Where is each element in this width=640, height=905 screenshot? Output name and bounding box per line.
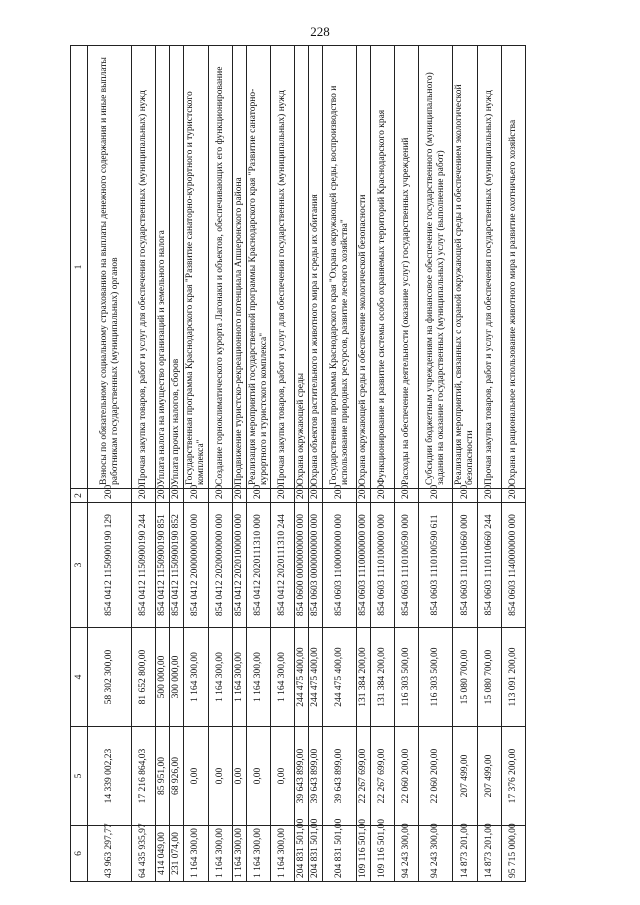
- budget-table: [70, 45, 526, 882]
- remaining-cell: 109 116 501,00: [357, 826, 371, 882]
- rotated-page: [70, 46, 625, 882]
- budget-code-cell: 854 0412 2020111310 000: [246, 503, 271, 628]
- remaining-cell: 1 164 300,00: [271, 826, 295, 882]
- table-row: [232, 46, 246, 882]
- remaining-cell: 1 164 300,00: [246, 826, 271, 882]
- budget-code-cell: 854 0603 1140000000 000: [502, 503, 526, 628]
- budget-code-cell: 854 0603 1110100590 000: [395, 503, 419, 628]
- executed-cell: 85 951,00: [156, 727, 170, 826]
- indicator-name-cell: Государственная программа Краснодарского края "Охрана окружающей среды, воспроизводство и использование природных ресурсов, развитие лесного хозяйства": [323, 46, 357, 489]
- remaining-cell: 204 831 501,00: [323, 826, 357, 882]
- admin-code-cell: 200: [88, 489, 132, 503]
- indicator-name-cell: Функционирование и развитие системы особо охраняемых территорий Краснодарского края: [371, 46, 395, 489]
- admin-code-cell: 200: [156, 489, 170, 503]
- remaining-cell: 14 873 201,00: [478, 826, 502, 882]
- indicator-name-cell: Государственная программа Краснодарского края "Развитие санаторно-курортного и туристского комплекса": [183, 46, 208, 489]
- indicator-name-cell: Уплата прочих налогов, сборов: [169, 46, 183, 489]
- approved-cell: 113 091 200,00: [502, 628, 526, 727]
- budget-code-cell: 854 0412 2020100000 000: [232, 503, 246, 628]
- budget-code-cell: 854 0412 1150900190 129: [88, 503, 132, 628]
- admin-code-cell: 200: [357, 489, 371, 503]
- executed-cell: 17 216 864,03: [132, 727, 156, 826]
- approved-cell: 15 080 700,00: [478, 628, 502, 727]
- executed-cell: 22 060 200,00: [395, 727, 419, 826]
- approved-cell: 1 164 300,00: [246, 628, 271, 727]
- header-cell: 2: [71, 489, 88, 503]
- indicator-name-cell: Уплата налога на имущество организаций и земельного налога: [156, 46, 170, 489]
- admin-code-cell: 200: [169, 489, 183, 503]
- approved-cell: 1 164 300,00: [208, 628, 232, 727]
- approved-cell: 300 000,00: [169, 628, 183, 727]
- approved-cell: 15 080 700,00: [453, 628, 478, 727]
- approved-cell: 81 652 800,00: [132, 628, 156, 727]
- table-row: [419, 46, 453, 882]
- budget-code-cell: 854 0603 1110110660 000: [453, 503, 478, 628]
- budget-code-cell: 854 0603 1110100590 611: [419, 503, 453, 628]
- table-row: [357, 46, 371, 882]
- remaining-cell: 1 164 300,00: [183, 826, 208, 882]
- remaining-cell: 109 116 501,00: [371, 826, 395, 882]
- budget-code-cell: 854 0603 1110110660 244: [478, 503, 502, 628]
- indicator-name-cell: Расходы на обеспечение деятельности (оказание услуг) государственных учреждений: [395, 46, 419, 489]
- admin-code-cell: 200: [295, 489, 309, 503]
- table-row: [502, 46, 526, 882]
- indicator-name-cell: Охрана объектов растительного и животного мира и среды их обитания: [309, 46, 323, 489]
- table-row: [169, 46, 183, 882]
- executed-cell: 0,00: [183, 727, 208, 826]
- indicator-name-cell: Реализация мероприятий, связанных с охраной окружающей среды и обеспечением экологической безопасности: [453, 46, 478, 489]
- table-row: [183, 46, 208, 882]
- remaining-cell: 414 049,00: [156, 826, 170, 882]
- indicator-name-cell: Создание горноклиматического курорта Лагонаки и объектов, обеспечивающих его функционирование: [208, 46, 232, 489]
- admin-code-cell: 200: [271, 489, 295, 503]
- budget-code-cell: 854 0412 1150900190 851: [156, 503, 170, 628]
- budget-code-cell: 854 0603 0000000000 000: [309, 503, 323, 628]
- executed-cell: 207 499,00: [453, 727, 478, 826]
- executed-cell: 22 267 699,00: [371, 727, 395, 826]
- indicator-name-cell: Прочая закупка товаров, работ и услуг для обеспечения государственных (муниципальных) нужд: [478, 46, 502, 489]
- indicator-name-cell: Прочая закупка товаров, работ и услуг для обеспечения государственных (муниципальных) нужд: [271, 46, 295, 489]
- indicator-name-cell: Охрана окружающей среды и обеспечение экологической безопасности: [357, 46, 371, 489]
- approved-cell: 244 475 400,00: [323, 628, 357, 727]
- admin-code-cell: 200: [132, 489, 156, 503]
- header-cell: 3: [71, 503, 88, 628]
- remaining-cell: 94 243 300,00: [419, 826, 453, 882]
- remaining-cell: 1 164 300,00: [232, 826, 246, 882]
- remaining-cell: 204 831 501,00: [295, 826, 309, 882]
- remaining-cell: 14 873 201,00: [453, 826, 478, 882]
- table-row: [88, 46, 132, 882]
- table-row: [271, 46, 295, 882]
- budget-code-cell: 854 0412 2020000000 000: [208, 503, 232, 628]
- executed-cell: 0,00: [232, 727, 246, 826]
- approved-cell: 1 164 300,00: [232, 628, 246, 727]
- approved-cell: 1 164 300,00: [271, 628, 295, 727]
- table-row: [156, 46, 170, 882]
- header-cell: 4: [71, 628, 88, 727]
- admin-code-cell: 200: [309, 489, 323, 503]
- approved-cell: 116 303 500,00: [419, 628, 453, 727]
- remaining-cell: 94 243 300,00: [395, 826, 419, 882]
- budget-code-cell: 854 0412 2020111310 244: [271, 503, 295, 628]
- executed-cell: 207 499,00: [478, 727, 502, 826]
- approved-cell: 244 475 400,00: [295, 628, 309, 727]
- admin-code-cell: 200: [371, 489, 395, 503]
- executed-cell: 0,00: [208, 727, 232, 826]
- table-row: [395, 46, 419, 882]
- indicator-name-cell: Субсидии бюджетным учреждениям на финансовое обеспечение государственного (муниципального) задания на оказание государственных (муниципальных) услуг (выполнение работ): [419, 46, 453, 489]
- approved-cell: 131 384 200,00: [371, 628, 395, 727]
- executed-cell: 22 267 699,00: [357, 727, 371, 826]
- approved-cell: 500 000,00: [156, 628, 170, 727]
- header-cell: 5: [71, 727, 88, 826]
- header-cell: 6: [71, 826, 88, 882]
- approved-cell: 58 302 300,00: [88, 628, 132, 727]
- remaining-cell: 231 074,00: [169, 826, 183, 882]
- remaining-cell: 64 435 935,97: [132, 826, 156, 882]
- indicator-name-cell: Охрана и рациональное использование животного мира и развитие охотничьего хозяйства: [502, 46, 526, 489]
- table-row: [309, 46, 323, 882]
- executed-cell: 22 060 200,00: [419, 727, 453, 826]
- admin-code-cell: 200: [395, 489, 419, 503]
- table-row: [208, 46, 232, 882]
- table-row: [132, 46, 156, 882]
- executed-cell: 68 926,00: [169, 727, 183, 826]
- indicator-name-cell: Продвижение туристско-рекреационного потенциала Апшеронского района: [232, 46, 246, 489]
- indicator-name-cell: Реализация мероприятий государственной программы Краснодарского края "Развитие санаторно-курортного и туристского комплекса": [246, 46, 271, 489]
- admin-code-cell: 200: [478, 489, 502, 503]
- indicator-name-cell: Охрана окружающей среды: [295, 46, 309, 489]
- budget-code-cell: 854 0603 1100000000 000: [323, 503, 357, 628]
- table-row: [295, 46, 309, 882]
- budget-code-cell: 854 0412 1150900190 244: [132, 503, 156, 628]
- table-row: [453, 46, 478, 882]
- executed-cell: 14 339 002,23: [88, 727, 132, 826]
- admin-code-cell: 200: [208, 489, 232, 503]
- remaining-cell: 204 831 501,00: [309, 826, 323, 882]
- executed-cell: 0,00: [271, 727, 295, 826]
- approved-cell: 1 164 300,00: [183, 628, 208, 727]
- admin-code-cell: 200: [323, 489, 357, 503]
- approved-cell: 244 475 400,00: [309, 628, 323, 727]
- remaining-cell: 43 963 297,77: [88, 826, 132, 882]
- admin-code-cell: 200: [502, 489, 526, 503]
- table-row: [478, 46, 502, 882]
- admin-code-cell: 200: [419, 489, 453, 503]
- header-row: [71, 46, 88, 882]
- page-number: 228: [310, 24, 330, 39]
- indicator-name-cell: Прочая закупка товаров, работ и услуг для обеспечения государственных (муниципальных) нужд: [132, 46, 156, 489]
- table-row: [371, 46, 395, 882]
- executed-cell: 17 376 200,00: [502, 727, 526, 826]
- budget-code-cell: 854 0603 1110100000 000: [371, 503, 395, 628]
- remaining-cell: 1 164 300,00: [208, 826, 232, 882]
- indicator-name-cell: Взносы по обязательному социальному страхованию на выплаты денежного содержания и иные выплаты работникам государственных (муниципальных) органов: [88, 46, 132, 489]
- budget-code-cell: 854 0412 2000000000 000: [183, 503, 208, 628]
- executed-cell: 39 643 899,00: [295, 727, 309, 826]
- header-cell: 1: [71, 46, 88, 489]
- admin-code-cell: 200: [246, 489, 271, 503]
- budget-code-cell: 854 0412 1150900190 852: [169, 503, 183, 628]
- admin-code-cell: 200: [232, 489, 246, 503]
- approved-cell: 131 384 200,00: [357, 628, 371, 727]
- table-row: [323, 46, 357, 882]
- executed-cell: 39 643 899,00: [323, 727, 357, 826]
- admin-code-cell: 200: [183, 489, 208, 503]
- budget-code-cell: 854 0603 1110000000 000: [357, 503, 371, 628]
- remaining-cell: 95 715 000,00: [502, 826, 526, 882]
- executed-cell: 0,00: [246, 727, 271, 826]
- approved-cell: 116 303 500,00: [395, 628, 419, 727]
- admin-code-cell: 200: [453, 489, 478, 503]
- budget-code-cell: 854 0600 0000000000 000: [295, 503, 309, 628]
- table-row: [246, 46, 271, 882]
- executed-cell: 39 643 899,00: [309, 727, 323, 826]
